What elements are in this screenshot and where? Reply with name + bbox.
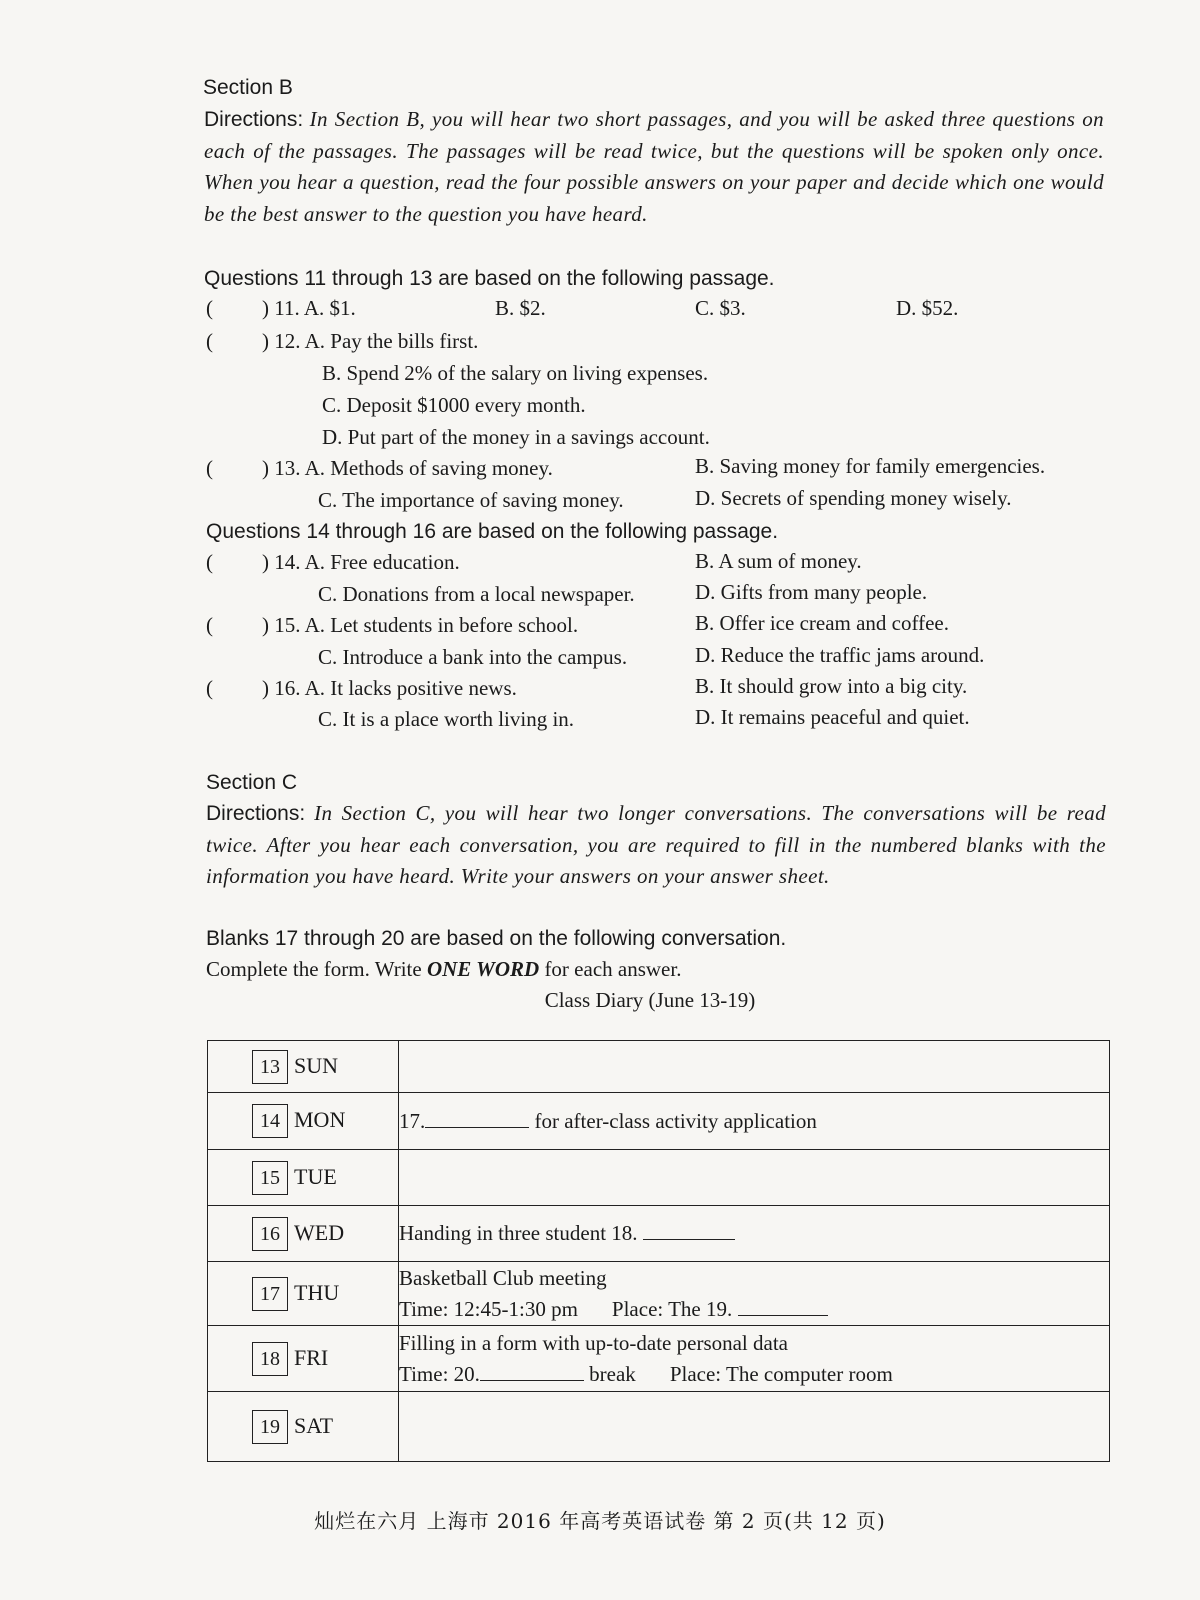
note-cell	[399, 1150, 1110, 1206]
q14-option-c: C. Donations from a local newspaper.	[318, 582, 635, 606]
table-row	[208, 1262, 1110, 1326]
blank-19	[738, 1315, 828, 1316]
day-name: THU	[294, 1279, 340, 1305]
q11-option-b: B. $2.	[495, 296, 546, 320]
blank-17-text: for after-class activity application	[529, 1108, 817, 1133]
day-cell	[208, 1206, 399, 1262]
diary-title: Class Diary (June 13-19)	[544, 988, 756, 1012]
form-instruction: Complete the form. Write ONE WORD for each answer.	[206, 957, 682, 981]
section-b-directions	[204, 104, 1104, 230]
form-place: Place: The computer room	[669, 1361, 893, 1386]
directions-text: In Section B, you will hear two short passages, and you will be asked three questions on each of the passages. The passages will be read twice, but the questions will be spoken only once. When you hear a question, read the four possible answers on your paper and decide which one would be the best answer to the question you have heard.	[204, 107, 1105, 226]
table-row	[208, 1326, 1110, 1392]
page-footer: 灿烂在六月 上海市 2016 年高考英语试卷 第 2 页(共 12 页)	[314, 1509, 886, 1533]
note-cell	[399, 1262, 1110, 1326]
blank-18-text: Handing in three student 18.	[399, 1221, 638, 1245]
q16-option-c: C. It is a place worth living in.	[318, 707, 575, 731]
group1-heading: Questions 11 through 13 are based on the following passage.	[204, 267, 775, 290]
directions-label: Directions:	[206, 802, 306, 825]
q15-option-d: D. Reduce the traffic jams around.	[695, 643, 985, 667]
answer-paren-15: (	[206, 613, 213, 637]
form-time: Time: 20.	[399, 1361, 480, 1386]
note-cell	[399, 1093, 1110, 1150]
note-cell	[399, 1206, 1110, 1262]
date-box: 13	[252, 1050, 288, 1084]
question-13: ) 13. A. Methods of saving money.	[262, 456, 553, 480]
q13-option-d: D. Secrets of spending money wisely.	[695, 486, 1012, 510]
day-cell	[208, 1150, 399, 1206]
day-name: TUE	[294, 1163, 337, 1189]
q11-option-c: C. $3.	[695, 296, 746, 320]
q14-option-d: D. Gifts from many people.	[695, 580, 928, 604]
day-cell	[208, 1041, 399, 1093]
day-name: WED	[294, 1219, 345, 1245]
table-row	[208, 1150, 1110, 1206]
directions-label: Directions:	[204, 108, 304, 131]
blank-17	[425, 1127, 529, 1128]
q13-option-b: B. Saving money for family emergencies.	[695, 454, 1046, 478]
q15-option-b: B. Offer ice cream and coffee.	[695, 611, 949, 635]
day-name: SUN	[294, 1052, 339, 1078]
table-row	[208, 1392, 1110, 1462]
answer-paren-13: (	[206, 456, 213, 480]
blank-18	[643, 1239, 735, 1240]
date-box: 14	[252, 1104, 288, 1138]
form-task-label: Filling in a form with up-to-date personal data	[399, 1330, 788, 1355]
q12-option-b: B. Spend 2% of the salary on living expenses.	[322, 361, 709, 385]
question-15: ) 15. A. Let students in before school.	[262, 613, 579, 637]
class-diary-table	[207, 1040, 1110, 1462]
q16-option-b: B. It should grow into a big city.	[695, 674, 968, 698]
meeting-time: Time: 12:45-1:30 pm	[399, 1296, 578, 1321]
note-cell	[399, 1041, 1110, 1093]
table-row	[208, 1041, 1110, 1093]
blank-20	[480, 1380, 584, 1381]
day-cell	[208, 1262, 399, 1326]
q13-option-c: C. The importance of saving money.	[318, 488, 624, 512]
blank-17-number: 17.	[399, 1108, 426, 1133]
day-cell	[208, 1326, 399, 1392]
date-box: 15	[252, 1161, 288, 1195]
group2-heading: Questions 14 through 16 are based on the following passage.	[206, 520, 779, 543]
table-row	[208, 1206, 1110, 1262]
question-12: ) 12. A. Pay the bills first.	[262, 329, 479, 353]
note-cell	[399, 1392, 1110, 1462]
question-14: ) 14. A. Free education.	[262, 550, 460, 574]
date-box: 18	[252, 1342, 288, 1376]
section-c-title: Section C	[206, 771, 298, 794]
directions-text: In Section C, you will hear two longer conversations. The conversations will be read twice. After you hear each conversation, you are required to fill in the numbered blanks with the information you have heard. Write your answers on your answer sheet.	[206, 801, 1107, 888]
day-name: MON	[294, 1107, 346, 1132]
q15-option-c: C. Introduce a bank into the campus.	[318, 645, 628, 669]
day-cell	[208, 1392, 399, 1462]
q11-option-d: D. $52.	[896, 296, 959, 320]
date-box: 17	[252, 1277, 288, 1311]
q14-option-b: B. A sum of money.	[695, 549, 862, 573]
day-name: FRI	[294, 1344, 329, 1370]
answer-paren-11: (	[206, 296, 213, 320]
answer-paren-14: (	[206, 550, 213, 574]
meeting-label: Basketball Club meeting	[399, 1265, 607, 1290]
day-name: SAT	[294, 1412, 334, 1438]
table-row	[208, 1093, 1110, 1150]
break-word: break	[583, 1361, 636, 1386]
q12-option-d: D. Put part of the money in a savings account.	[322, 425, 710, 449]
question-11: ) 11. A. $1.	[262, 296, 356, 320]
date-box: 19	[252, 1410, 288, 1444]
meeting-place: Place: The 19.	[611, 1296, 733, 1321]
q12-option-c: C. Deposit $1000 every month.	[322, 393, 586, 417]
question-16: ) 16. A. It lacks positive news.	[262, 676, 517, 700]
answer-paren-12: (	[206, 329, 213, 353]
section-b-title: Section B	[203, 76, 293, 99]
answer-paren-16: (	[206, 676, 213, 700]
q16-option-d: D. It remains peaceful and quiet.	[695, 705, 970, 729]
day-cell	[208, 1093, 399, 1150]
note-cell	[399, 1326, 1110, 1392]
section-c-directions	[206, 798, 1106, 893]
blanks-heading: Blanks 17 through 20 are based on the following conversation.	[206, 927, 787, 950]
date-box: 16	[252, 1217, 288, 1251]
